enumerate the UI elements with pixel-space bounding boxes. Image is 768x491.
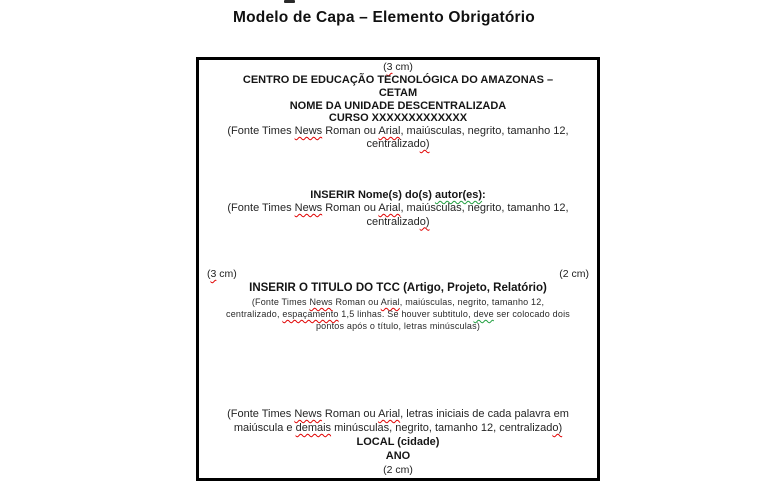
bottom-margin-note: (2 cm) bbox=[383, 464, 413, 476]
cover-template-box bbox=[196, 57, 600, 481]
course-name-line: CURSO XXXXXXXXXXXXX bbox=[328, 112, 468, 125]
author-heading: INSERIR Nome(s) do(s) autor(es): bbox=[310, 189, 486, 201]
author-font-note-line-2: centralizado) bbox=[366, 215, 430, 228]
local-year-block bbox=[203, 407, 593, 477]
institution-font-note-line-2: centralizado) bbox=[366, 138, 430, 151]
tcc-title-font-note-line-3: pontos após o título, letras minúsculas) bbox=[315, 321, 481, 331]
author-block bbox=[203, 188, 593, 229]
top-margin-note: (3 cm) bbox=[383, 61, 413, 73]
local-font-note-line-2: maiúscula e demais minúsculas, negrito, tamanho 12, centralizado) bbox=[233, 422, 563, 434]
side-margin-notes-row bbox=[199, 268, 597, 281]
local-font-note-line-1: (Fonte Times News Roman ou Arial, letras iniciais de cada palavra em bbox=[227, 408, 569, 420]
right-margin-note: (2 cm) bbox=[559, 268, 589, 280]
institution-name-line-2: CETAM bbox=[378, 86, 418, 99]
unit-name-line: NOME DA UNIDADE DESCENTRALIZADA bbox=[289, 99, 507, 112]
page-title: Modelo de Capa – Elemento Obrigatório bbox=[233, 9, 535, 26]
cutoff-text-fragment bbox=[284, 0, 295, 3]
tcc-title-font-note-line-1: (Fonte Times News Roman ou Arial, maiúsculas, negrito, tamanho 12, bbox=[251, 297, 545, 307]
tcc-title-font-note-line-2: centralizado, espaçamento 1,5 linhas. Se houver subtitulo, deve ser colocado dois bbox=[226, 309, 570, 319]
institution-block bbox=[203, 61, 593, 151]
local-line: LOCAL (cidade) bbox=[356, 436, 440, 448]
left-margin-note: (3 cm) bbox=[207, 268, 237, 280]
year-line: ANO bbox=[385, 450, 411, 462]
institution-font-note-line-1: (Fonte Times News Roman ou Arial, maiúsculas, negrito, tamanho 12, bbox=[227, 125, 569, 138]
author-font-note-line-1: (Fonte Times News Roman ou Arial, maiúsculas, negrito, tamanho 12, bbox=[227, 202, 569, 214]
institution-name-line-1: CENTRO DE EDUCAÇÃO TECNOLÓGICA DO AMAZONAS – bbox=[242, 74, 554, 86]
tcc-title-heading: INSERIR O TITULO DO TCC (Artigo, Projeto, Relatório) bbox=[249, 282, 547, 294]
tcc-title-block bbox=[199, 268, 597, 332]
